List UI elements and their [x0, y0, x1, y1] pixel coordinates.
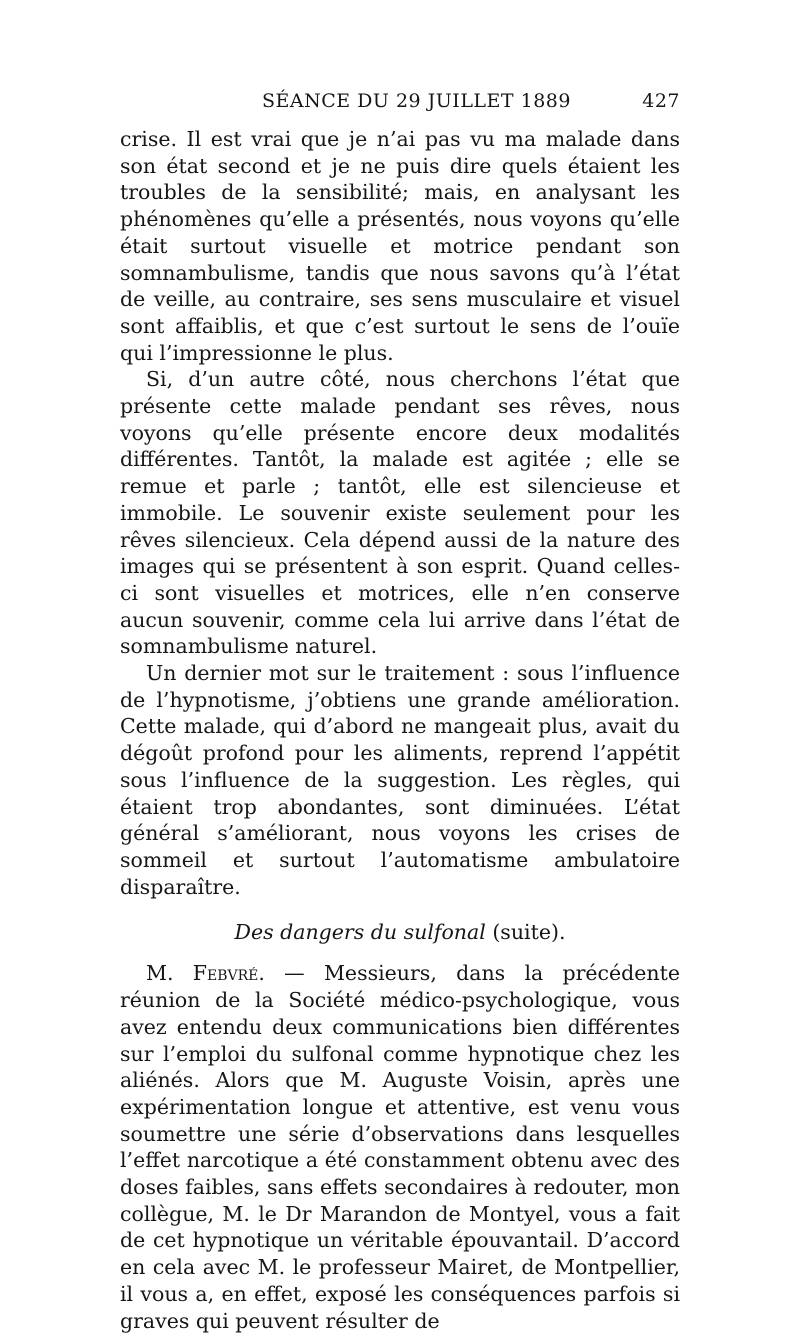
running-head — [120, 90, 680, 120]
paragraph-4 — [120, 960, 680, 1334]
speaker-name: M. Febvré. — [146, 961, 265, 986]
paragraph-1: crise. Il est vrai que je n’ai pas vu ma malade dans son état second et je ne puis dire quels étaient les troubles de la sensibilité; mais, en analysant les phénomènes qu’elle a présentés, nous voyons qu’elle était surtout visuelle et motrice pendant son somnambulisme, tandis que nous savons qu’à l’état de veille, au contraire, ses sens musculaire et visuel sont affaiblis, et que c’est surtout le sens de l’ouïe qui l’impressionne le plus. — [120, 127, 680, 365]
section-heading — [120, 918, 680, 946]
paragraph-3: Un dernier mot sur le traitement : sous l’influence de l’hypnotisme, j’obtiens une grande amélioration. Cette malade, qui d’abord ne mangeait plus, avait du dégoût profond pour les aliments, reprend l’appétit sous l’influence de la suggestion. Les règles, qui étaient trop abondantes, sont diminuées. L’état général s’améliorant, nous voyons les crises de sommeil et surtout l’automatisme ambulatoire disparaître. — [120, 661, 680, 899]
paragraph-2: Si, d’un autre côté, nous cherchons l’état que présente cette malade pendant ses rêves, nous voyons qu’elle présente encore deux modalités différentes. Tantôt, la malade est agitée ; elle se remue et parle ; tantôt, elle est silencieuse et immobile. Le souvenir existe seulement pour les rêves silencieux. Cela dépend aussi de la nature des images qui se présentent à son esprit. Quand celles-ci sont visuelles et motrices, elle n’en conserve aucun souvenir, comme cela lui arrive dans l’état de somnambulisme naturel. — [120, 367, 680, 659]
page — [120, 90, 680, 1334]
section-heading-suffix: (suite). — [485, 920, 566, 945]
running-title: SÉANCE DU 29 JUILLET 1889 — [262, 90, 571, 112]
page-number: 427 — [642, 90, 680, 112]
section-heading-title: Des dangers du sulfonal — [234, 920, 486, 945]
body-text — [120, 126, 680, 1334]
paragraph-4-text: — Messieurs, dans la précédente réunion de la Société médico-psychologique, vous avez entendu deux communications bien différentes sur l’emploi du sulfonal comme hypnotique chez les aliénés. Alors que M. Auguste Voisin, après une expérimentation longue et attentive, est venu vous soumettre une série d’observations dans lesquelles l’effet narcotique a été constamment obtenu avec des doses faibles, sans effets secondaires à redouter, mon collègue, M. le Dr Marandon de Montyel, vous a fait de cet hypnotique un véritable épouvantail. D’accord en cela avec M. le professeur Mairet, de Montpellier, il vous a, en effet, exposé les conséquences parfois si graves qui peuvent résulter de — [120, 961, 680, 1333]
